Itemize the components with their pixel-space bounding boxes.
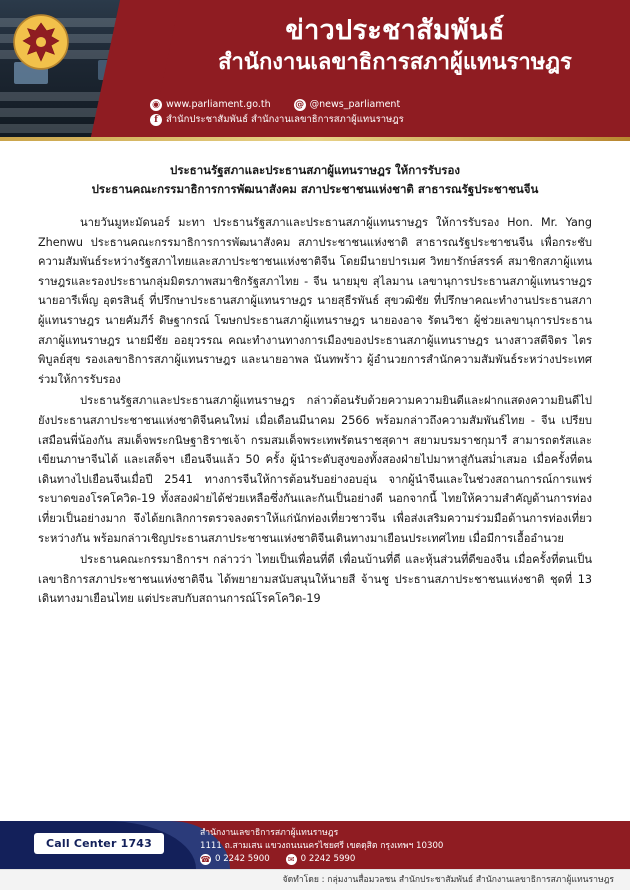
footer-phone-1-label: 0 2242 5900 [215, 854, 270, 864]
header-title-line1: ข่าวประชาสัมพันธ์ [285, 15, 505, 46]
footer-phone-2-label: 0 2242 5990 [300, 854, 356, 864]
twitter-icon: @ [295, 100, 305, 110]
footer-phone-2 [286, 853, 356, 866]
twitter-link[interactable] [294, 98, 401, 112]
header-contact-block [150, 98, 630, 128]
page-title [38, 161, 592, 199]
phone-icon: ☎ [200, 854, 211, 864]
document-body [0, 141, 630, 821]
twitter-label: @news_parliament [309, 99, 401, 110]
body-paragraph: นายวันมูหะมัดนอร์ มะทา ประธานรัฐสภาและประธานสภาผู้แทนราษฎร ให้การรับรอง Hon. Mr. Yang Zhenwu ประธานคณะกรรมาธิการการพัฒนาสังคม สภาประชาชนแห่งชาติ สาธารณรัฐประชาชนจีน เพื่อกระชับความสัมพันธ์ระหว่างรัฐสภาไทยและสภาประชาชนแห่งชาติจีน โดยมีนายปารเมศ วิทยารักษ์สรรค์ สมาชิกสภาผู้แทนราษฎรและรองประธานกลุ่มมิตรภาพสมาชิกรัฐสภาไทย - จีน นายมุข สุไลมาน เลขานุการประธานสภาผู้แทนราษฎร นายอารีเพ็ญ อุตรสินธุ์ ที่ปรึกษาประธานสภาผู้แทนราษฎร นายสุธีรพันธ์ สุขวฒิชัย ที่ปรึกษาคณะทำงานประธานสภาผู้แทนราษฎร นายคัมภีร์ ดิษฐากรณ์ โฆษกประธานสภาผู้แทนราษฎร นายองอาจ รัตนวิชา ผู้ช่วยเลขานุการประธานสภาผู้แทนราษฎร นายมีชัย ออยุวรรณ คณะทำงานทางการเมืองของประธานสภาผู้แทนราษฎร นางสาวสตีจิตร ไตรพิบูลย์สุข รองเลขาธิการสภาผู้แทนราษฎร และนายอาพล นันทพร้าว ผู้อำนวยการสำนักความสัมพันธ์ระหว่างประเทศ ร่วมให้การรับรอง [38, 216, 592, 386]
body-paragraph: ประธานรัฐสภาและประธานสภาผู้แทนราษฎร กล่าวต้อนรับด้วยความความยินดีและฝากแสดงความยินดีไปยังประธานสภาประชาชนแห่งชาติจีนคนใหม่ เมื่อเดือนมีนาคม 2566 พร้อมกล่าวถึงความสัมพันธ์ไทย - จีน เปรียบเสมือนพี่น้องกัน สมเด็จพระกนิษฐาธิราชเจ้า กรมสมเด็จพระเทพรัตนราชสุดาฯ สยามบรมราชกุมารี สามารถตรัสและเขียนภาษาจีนได้ และเสด็จฯ เยือนจีนแล้ว 50 ครั้ง ผู้นำระดับสูงของทั้งสองฝ่ายไปมาหาสู่กันสม่ำเสมอ เมื่อครั้งที่ตนเดินทางไปเยือนจีนเมื่อปี 2541 ทางการจีนให้การต้อนรับอย่างอบอุ่น จากผู้นำจีนและในช่วงสถานการณ์การแพร่ระบาดของโรคโควิด-19 ทั้งสองฝ่ายได้ช่วยเหลือซึ่งกันและกันเป็นอย่างดี นอกจากนี้ ไทยให้ความสำคัญด้านการท่องเที่ยวเป็นอย่างมาก จึงได้ยกเลิกการตรวจลงตราให้แก่นักท่องเที่ยวชาวจีน เพื่อส่งเสริมความร่วมมือด้านการท่องเที่ยวระหว่างกัน พร้อมกล่าวเชิญประธานสภาประชาชนแห่งชาติจีนเดินทางมาเยือนประเทศไทย เมื่อมีการเอื้ออำนวย [38, 394, 592, 545]
footer-address: 1111 ถ.สามเสน แขวงถนนนครไชยศรี เขตดุสิต กรุงเทพฯ 10300 [200, 840, 444, 851]
facebook-label: สำนักประชาสัมพันธ์ สำนักงานเลขาธิการสภาผู้แทนราษฎร [166, 114, 404, 125]
headline-line-1: ประธานรัฐสภาและประธานสภาผู้แทนราษฎร ให้การรับรอง [170, 163, 460, 177]
footer-org-name: สำนักงานเลขาธิการสภาผู้แทนราษฎร [200, 828, 339, 838]
header-title-line2: สำนักงานเลขาธิการสภาผู้แทนราษฎร [218, 50, 572, 75]
garuda-emblem-icon [12, 14, 70, 70]
footer-address-block [200, 827, 443, 866]
page-footer [0, 821, 630, 890]
page-header [0, 0, 630, 137]
facebook-link[interactable] [150, 113, 404, 127]
fax-icon: ✉ [286, 854, 297, 865]
footer-credit: จัดทำโดย : กลุ่มงานสื่อมวลชน สำนักประชาสัมพันธ์ สำนักงานเลขาธิการสภาผู้แทนราษฎร [0, 869, 630, 890]
facebook-icon: f [150, 114, 162, 126]
website-link[interactable] [150, 98, 271, 112]
body-paragraph: ประธานคณะกรรมาธิการฯ กล่าวว่า ไทยเป็นเพื่อนที่ดี เพื่อนบ้านที่ดี และหุ้นส่วนที่ดีของจีน เมื่อครั้งที่ตนเป็นเลขาธิการสภาประชาชนแห่งชาติจีน ได้พยายามสนับสนุนให้นายสี จ้านชู ประธานสภาประชาชนแห่งชาติ ชุดที่ 13 เดินทางมาเยือนไทย แต่ประสบกับสถานการณ์โรคโควิด-19 [38, 553, 592, 606]
footer-phone-1 [200, 853, 270, 866]
header-title-block [170, 14, 620, 78]
headline-line-2: ประธานคณะกรรมาธิการการพัฒนาสังคม สภาประชาชนแห่งชาติ สาธารณรัฐประชาชนจีน [91, 182, 539, 196]
globe-icon: ◉ [150, 99, 162, 111]
website-label: www.parliament.go.th [166, 99, 271, 110]
call-center-badge: Call Center 1743 [34, 833, 164, 854]
footer-banner [0, 821, 630, 869]
